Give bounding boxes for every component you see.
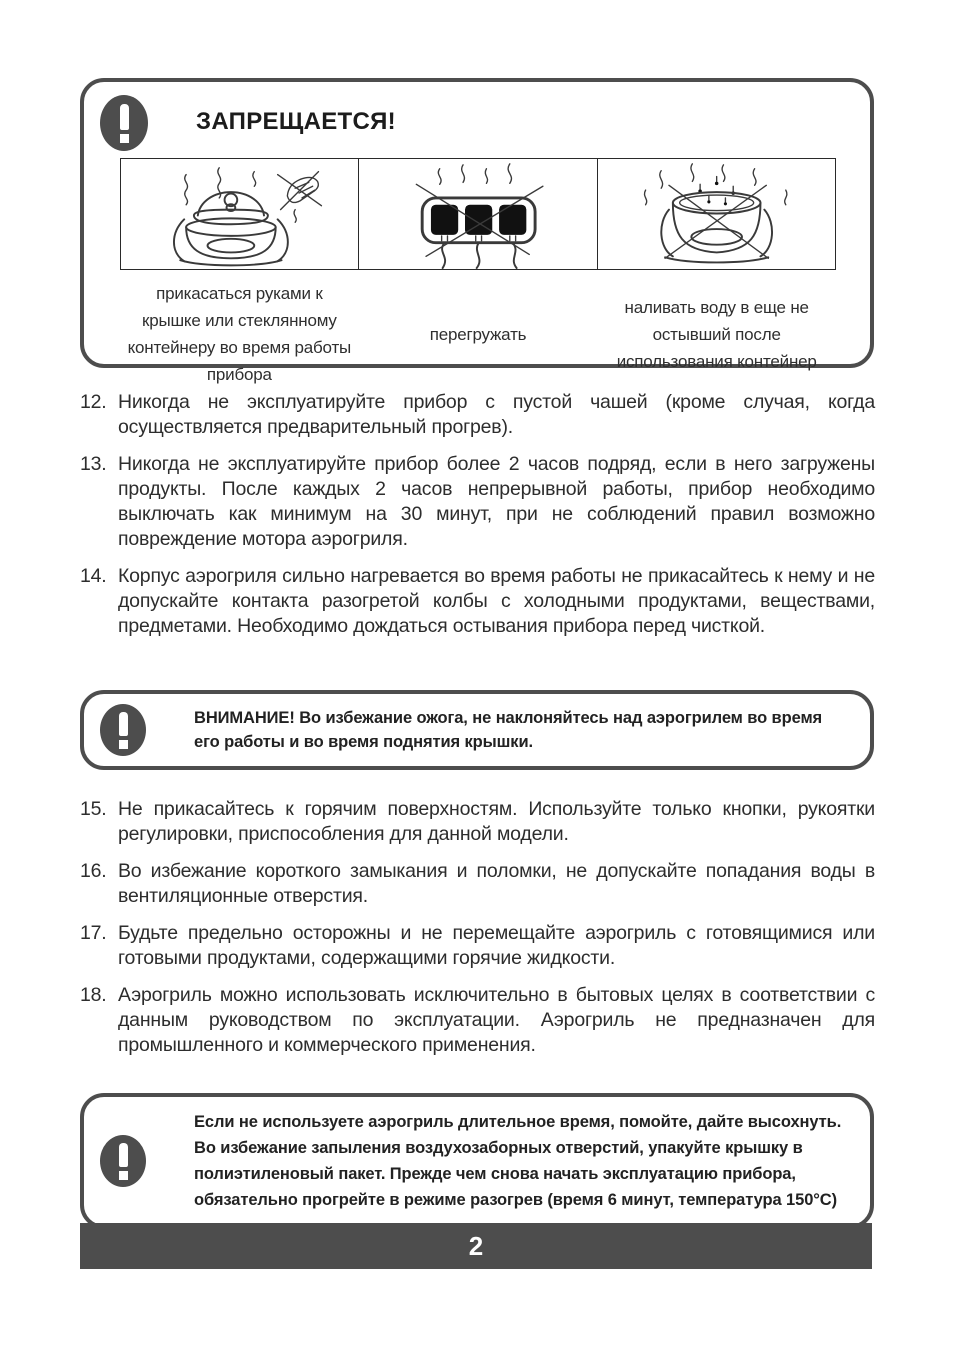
- rule-text: Во избежание короткого замыкания и поломки, не допускайте попадания воды в вентиляционные отверстия.: [118, 860, 875, 907]
- water-into-hot-container-crossed-icon: [598, 159, 835, 269]
- rule-number: 18.: [80, 984, 107, 1006]
- illustration-overload: [358, 159, 596, 269]
- attention-text: ВНИМАНИЕ! Во избежание ожога, не наклоняйтесь над аэрогрилем во время его работы и во время поднятия крышки.: [194, 709, 823, 751]
- prohibited-section: [80, 78, 874, 384]
- caption-overload: перегружать: [429, 324, 527, 344]
- rule-item-16: [80, 859, 875, 909]
- exclamation-bar: [119, 712, 128, 736]
- rules-list-top: [80, 390, 875, 651]
- caption-pour-water: наливать воду в еще не остывший после использования контейнер: [616, 297, 817, 371]
- exclamation-bar: [120, 104, 129, 130]
- exclamation-bar: [119, 1143, 128, 1167]
- exclamation-dot: [119, 740, 128, 749]
- rule-text: Никогда не эксплуатируйте прибор с пустой чашей (кроме случая, когда осуществляется предварительный прогрев).: [118, 391, 875, 438]
- rule-text: Не прикасайтесь к горячим поверхностям. Используйте только кнопки, рукоятки регулировки, приспособления для данной модели.: [118, 798, 875, 845]
- illustration-touch-lid: [121, 159, 358, 269]
- exclamation-icon: [100, 704, 146, 756]
- rule-text: Никогда не эксплуатируйте прибор более 2 часов подряд, если в него загружены продукты. После каждых 2 часов непрерывной работы, прибор необходимо выключать как минимум на 30 минут, при не соблюдений правил возможно повреждение мотора аэрогриля.: [118, 453, 875, 550]
- rule-text: Будьте предельно осторожны и не перемещайте аэрогриль с готовящимися или готовыми продуктами, содержащими горячие жидкости.: [118, 922, 875, 969]
- rule-item-12: [80, 390, 875, 440]
- rule-item-17: [80, 921, 875, 971]
- exclamation-icon: [100, 95, 148, 151]
- page-footer-bar: [80, 1223, 872, 1269]
- prohibited-illustrations: [120, 158, 836, 270]
- rules-list-bottom: [80, 797, 875, 1070]
- rule-item-15: [80, 797, 875, 847]
- illustration-pour-water: [597, 159, 835, 269]
- rule-number: 12.: [80, 391, 107, 413]
- rule-item-18: [80, 983, 875, 1058]
- exclamation-dot: [119, 1171, 128, 1180]
- storage-warning-box: [80, 1093, 874, 1229]
- rule-number: 17.: [80, 922, 107, 944]
- aerogrill-touch-crossed-icon: [121, 159, 358, 269]
- rule-text: Корпус аэрогриля сильно нагревается во время работы не прикасайтесь к нему и не допускайте контакта разогретой колбы с холодными продуктами, веществами, предметами. Необходимо дождаться остывания прибора перед чисткой.: [118, 565, 875, 637]
- prohibited-captions: [120, 280, 836, 388]
- exclamation-dot: [120, 134, 129, 143]
- rule-item-14: [80, 564, 875, 639]
- page-number: 2: [468, 1230, 484, 1261]
- storage-warning-text: Если не используете аэрогриль длительное время, помойте, дайте высохнуть. Во избежание запыления воздухозаборных отверстий, упакуйте крышку в полиэтиленовый пакет. Прежде чем снова начать эксплуатацию прибора, обязательно прогрейте в режиме разогрев (время 6 минут, температура 150°С): [194, 1113, 842, 1209]
- exclamation-icon: [100, 1135, 146, 1187]
- rule-number: 15.: [80, 798, 107, 820]
- rule-number: 14.: [80, 565, 107, 587]
- rule-number: 16.: [80, 860, 107, 882]
- prohibited-title: ЗАПРЕЩАЕТСЯ!: [196, 108, 396, 135]
- rule-item-13: [80, 452, 875, 552]
- rule-text: Аэрогриль можно использовать исключительно в бытовых целях в соответствии с данным руководством по эксплуатации. Аэрогриль не предназначен для промышленного и коммерческого применения.: [118, 984, 875, 1056]
- caption-touch-lid: прикасаться руками к крышке или стеклянному контейнеру во время работы прибора: [127, 284, 352, 384]
- overloaded-socket-crossed-icon: [359, 159, 596, 269]
- attention-box: [80, 690, 874, 770]
- rule-number: 13.: [80, 453, 107, 475]
